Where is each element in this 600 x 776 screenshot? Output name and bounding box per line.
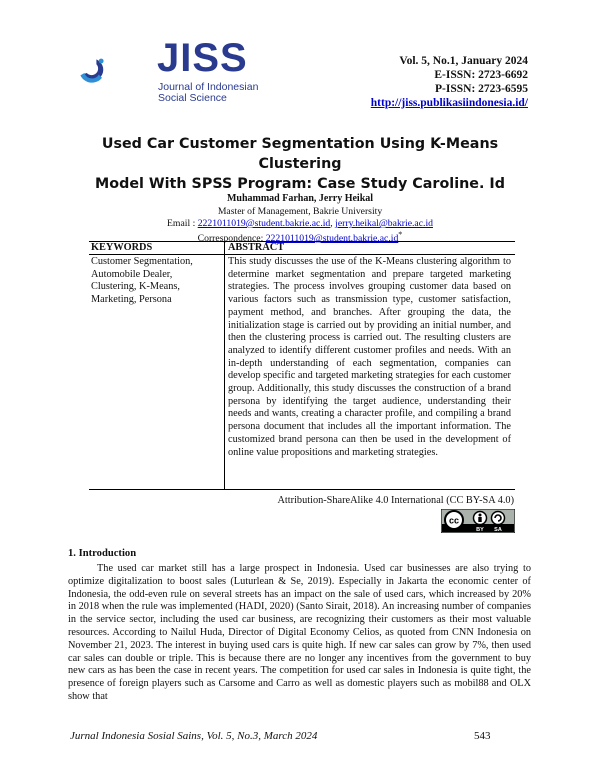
journal-logo-mark [78, 36, 158, 106]
introduction-text: The used car market still has a large prospect in Indonesia. Used car businesses are also trying to optimize digitalization to boost sales (Luturlean & Se, 2019). Especially in Jakarta the economic center of Indonesia, the odd-even rule on several streets has an impact on the sale of used cars, which increased by 20% in 2018 when the rule was implemented (HADI, 2020) (Santo Sirait, 2018). An increasing number of companies in the service sector, including the used car business, are recognizing their customers as their most valuable resources. According to Nailul Huda, Director of Digital Economy Celios, as quoted from CNN Indonesia on November 21, 2023. The interest in buying used cars is quite high. If new car sales can grow by 7%, then used car sales can double or triple. This is because there are no longer any incentives from the government to buy new cars as has been the case in recent years. The competition for used car sales in Indonesia is quite tight, the presence of foreign players such as Carsome and Carro as well as domestic players such as mobil88 and OLX show that [68, 563, 531, 702]
table-bottom-rule [89, 489, 515, 490]
email-line [70, 218, 530, 229]
title-line2: Model With SPSS Program: Case Study Caroline. Id [95, 176, 505, 192]
correspondence-email-link[interactable]: 2221011019@student.bakrie.ac.id [265, 233, 399, 245]
correspondence-mark: * [398, 230, 403, 239]
logo-text: JISS [157, 36, 248, 80]
article-title [70, 134, 530, 194]
page-number: 543 [474, 730, 491, 742]
pissn: P-ISSN: 2723-6595 [435, 83, 528, 95]
introduction-heading: 1. Introduction [68, 548, 137, 559]
license-text: Attribution-ShareAlike 4.0 International (CC BY-SA 4.0) [277, 495, 514, 506]
logo-dot [99, 59, 104, 64]
abstract-heading: ABSTRACT [228, 242, 285, 253]
title-line1: Used Car Customer Segmentation Using K-Means Clustering [101, 136, 499, 172]
authors: Muhammad Farhan, Jerry Heikal [226, 193, 374, 204]
email-separator: , [330, 218, 336, 229]
eissn: E-ISSN: 2723-6692 [434, 69, 528, 81]
table-column-divider [224, 241, 225, 489]
keywords-heading: KEYWORDS [91, 242, 153, 253]
logo-subtitle [158, 82, 278, 104]
correspondence-label: Correspondence: [197, 233, 266, 245]
footer-journal-citation: Jurnal Indonesia Sosial Sains, Vol. 5, No.3, March 2024 [70, 730, 318, 742]
email-link-2[interactable]: jerry.heikal@bakrie.ac.id [335, 218, 433, 229]
volume-info: Vol. 5, No.1, January 2024 [399, 55, 528, 67]
affiliation: Master of Management, Bakrie University [217, 206, 383, 217]
logo-subtitle-line2: Social Science [158, 92, 227, 104]
cc-by-sa-badge-icon[interactable] [441, 509, 515, 533]
by-label: BY [476, 527, 484, 533]
email-label: Email : [167, 218, 198, 229]
publication-info [371, 54, 528, 110]
email-link-1[interactable]: 2221011019@student.bakrie.ac.id [197, 218, 331, 229]
sa-label: SA [494, 527, 502, 533]
logo-subtitle-line1: Journal of Indonesian [158, 81, 259, 93]
table-top-rule [89, 241, 515, 242]
table-header-rule [89, 254, 515, 255]
journal-url-link[interactable]: http://jiss.publikasiindonesia.id/ [370, 97, 528, 109]
keywords-text: Customer Segmentation, Automobile Dealer, Clustering, K-Means, Marketing, Persona [91, 256, 193, 306]
abstract-text: This study discusses the use of the K-Means clustering algorithm to determine market segmentation and prepare targeted marketing strategies. The process involves grouping customer data based on various factors such as transmission type, customer satisfaction, payment method, and branches. After grouping the data, the initialization stage is carried out by providing an initial number, and then the clustering process is carried out. The resulting clusters are analyzed to identify different customer profiles and needs. With an in-depth understanding of each segmentation, companies can develop specific and targeted marketing strategies for each customer group. Additionally, this study discusses the construction of a brand persona by identifying the target audience, understanding their needs and wants, creating a character profile, and compiling a brand persona document that includes all the important information. The customized brand persona can then be used in the development of online value propositions and marketing strategies. [228, 256, 511, 458]
cc-glyph: cc [448, 515, 460, 526]
